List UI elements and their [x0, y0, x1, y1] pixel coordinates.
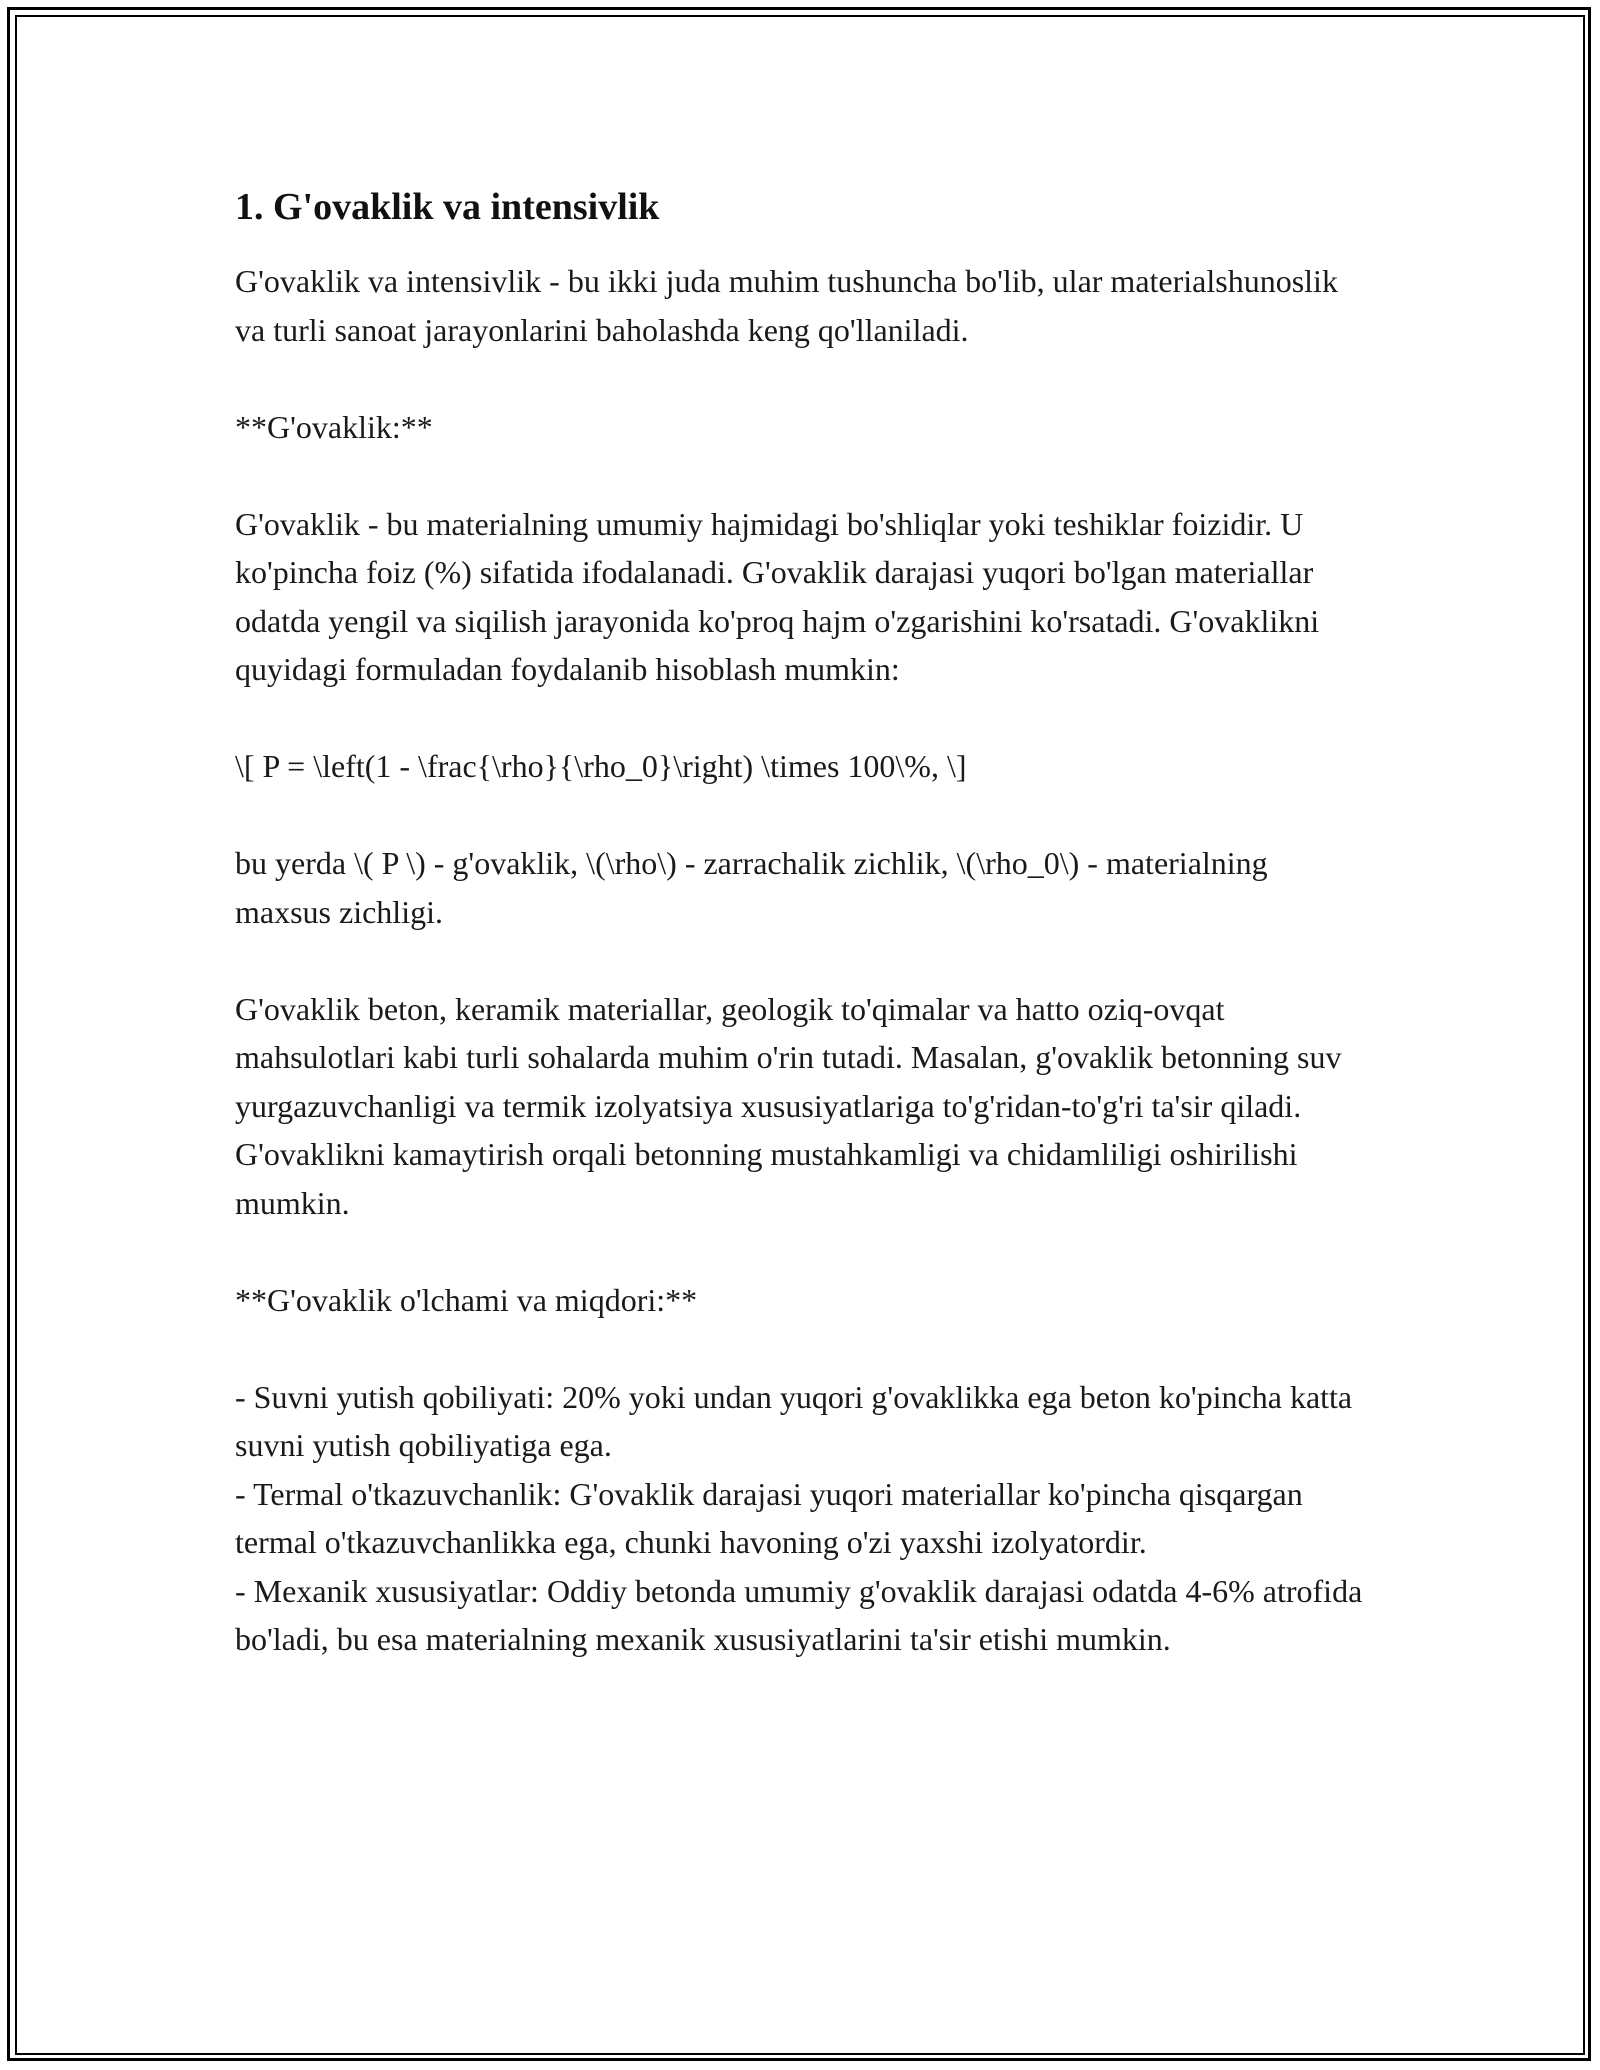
formula-explanation-paragraph: bu yerda \( P \) - g'ovaklik, \(\rho\) - zarrachalik zichlik, \(\rho_0\) - materialning maxsus zichligi. [235, 845, 1268, 930]
section-heading-porosity: **G'ovaklik:** [235, 408, 433, 445]
list-item: - Mexanik xususiyatlar: Oddiy betonda umumiy g'ovaklik darajasi odatda 4-6% atrofida bo'ladi, bu esa materialning mexanik xususiyatlarini ta'sir etishi mumkin. [235, 1572, 1363, 1657]
section-heading-porosity-measure: **G'ovaklik o'lchami va miqdori:** [235, 1281, 698, 1318]
document-title: 1. G'ovaklik va intensivlik [235, 186, 660, 228]
porosity-applications-paragraph: G'ovaklik beton, keramik materiallar, geologik to'qimalar va hatto oziq-ovqat mahsulotlari kabi turli sohalarda muhim o'rin tutadi. Masalan, g'ovaklik betonning suv yurgazuvchanligi va termik izolyatsiya xususiyatlariga to'g'ridan-to'g'ri ta'sir qiladi. G'ovaklikni kamaytirish orqali betonning mustahkamligi va chidamliligi oshirilishi mumkin. [235, 990, 1342, 1221]
porosity-definition-paragraph: G'ovaklik - bu materialning umumiy hajmidagi bo'shliqlar yoki teshiklar foizidir. U ko'pincha foiz (%) sifatida ifodalanadi. G'ovaklik darajasi yuqori bo'lgan materiallar odatda yengil va siqilish jarayonida ko'proq hajm o'zgarishini ko'rsatadi. G'ovaklikni quyidagi formuladan foydalanib hisoblash mumkin: [235, 505, 1320, 687]
document-body [235, 185, 1365, 1664]
list-item: - Termal o'tkazuvchanlik: G'ovaklik darajasi yuqori materiallar ko'pincha qisqargan termal o'tkazuvchanlikka ega, chunki havoning o'zi yaxshi izolyatordir. [235, 1475, 1303, 1560]
intro-paragraph: G'ovaklik va intensivlik - bu ikki juda muhim tushuncha bo'lib, ular materialshunoslik va turli sanoat jarayonlarini baholashda keng qo'llaniladi. [235, 263, 1338, 348]
list-item: - Suvni yutish qobiliyati: 20% yoki undan yuqori g'ovaklikka ega beton ko'pincha katta suvni yutish qobiliyatiga ega. [235, 1378, 1353, 1463]
porosity-formula: \[ P = \left(1 - \frac{\rho}{\rho_0}\right) \times 100\%, \] [235, 748, 967, 784]
